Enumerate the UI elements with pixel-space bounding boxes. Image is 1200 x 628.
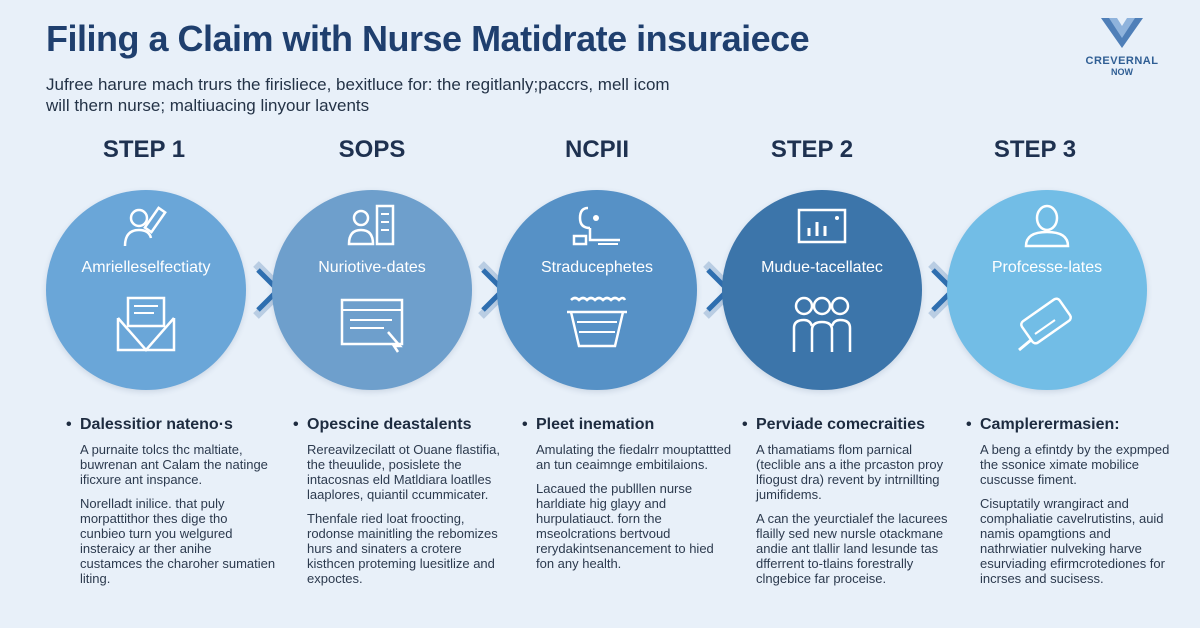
step-circle-label: Amrielleselfectiaty [81, 259, 211, 276]
step-circle-label: Nuriotive-dates [318, 259, 426, 276]
step-title-1: STEP 1 [102, 136, 186, 163]
step-circle-1 [46, 190, 246, 390]
step-circle-3 [497, 190, 697, 390]
step-detail-paragraph: A purnaite tolcs thc maltiate, buwrenan ant Calam the natinge ificxure ant inspance. [80, 442, 268, 487]
step-detail-paragraph: Rereavilzecilatt ot Ouane flastifia, the theuulide, posislete the intacosnas eld Matldiara loatlles laaplores, quiantil ccummicater. [307, 442, 500, 502]
logo-sub: NOW [1111, 67, 1133, 77]
tray-icon [565, 294, 629, 354]
form-cursor-icon [340, 294, 404, 354]
step-detail-heading: • Perviade comecraities [742, 416, 952, 434]
step-title-2: SOPS [338, 136, 406, 163]
step-title-5: STEP 3 [993, 136, 1077, 163]
card-pen-icon [1015, 294, 1079, 354]
step-detail-paragraph: Norelladt inilice. that puly morpattithor thes dige tho cunbieo turn you welgured insteraicy ar ther anihe custamces the charoher sumatien liting. [80, 496, 276, 586]
step-detail-paragraph: A can the yeurctialef the lacurees flailly sed new nursle otackmane andie ant tlallir land lesunde tas dfferrent to-tlains forestrally clngebice far proceise. [756, 511, 948, 586]
step-details-1 [66, 416, 276, 595]
people-group-icon [790, 294, 854, 354]
step-circle-4 [722, 190, 922, 390]
step-detail-heading: • Pleet inemation [522, 416, 732, 434]
step-details-4 [742, 416, 952, 595]
double-chevron-logo-icon [1097, 14, 1147, 50]
person-avatar-icon [1022, 204, 1072, 248]
person-document-icon [347, 204, 397, 248]
step-details-2 [293, 416, 503, 595]
step-detail-heading: • Opescine deastalents [293, 416, 503, 434]
step-details-5 [966, 416, 1176, 595]
step-detail-paragraph: Cisuptatily wrangiract and comphaliatie cavelrutistins, auid namis opamgtions and nathrwiatier nulveking harve esurviading efirmcrotediones for incrses and sucisess. [980, 496, 1165, 586]
step-title-3: NCPII [564, 136, 629, 163]
step-detail-paragraph: Thenfale ried loat froocting, rodonse mainitling the rebomizes hurs and sinaters a crotere kisthcen proteming luesitlize and expoctes. [307, 511, 498, 586]
stethoscope-icon [572, 204, 622, 248]
step-circle-2 [272, 190, 472, 390]
page-title: Filing a Claim with Nurse Matidrate insuraiece [46, 18, 810, 59]
step-title-4: STEP 2 [770, 136, 854, 163]
step-detail-paragraph: Lacaued the publllen nurse harldiate hig glayy and hurpulatiauct. forn the mseolcrations bertvoud rerydakintsenancement to hied fon any health. [536, 481, 714, 571]
step-detail-paragraph: A thamatiams flom parnical (teclible ans a ithe prcaston proy lfiogust dra) revent by intrnillting jumifidems. [756, 442, 944, 502]
step-details-3 [522, 416, 732, 580]
logo-name: CREVERNAL [1085, 55, 1159, 67]
step-circle-label: Profcesse-lates [991, 259, 1103, 276]
step-detail-paragraph: A beng a efintdy by the expmped the ssonice ximate mobilice cuscusse fiment. [980, 442, 1170, 487]
step-detail-heading: • Dalessitior nateno·s [66, 416, 276, 434]
person-pen-icon [121, 204, 171, 248]
step-circle-label: Straducephetes [540, 259, 654, 276]
step-detail-heading: • Camplerermasien: [966, 416, 1176, 434]
clipboard-document-icon [114, 294, 178, 354]
page-subtitle: Jufree harure mach trurs the firisliece, bexitluce for: the regitlanly;paccrs, mell icom will thern nurse; maltiuacing linyour lavents [46, 75, 670, 115]
step-circle-label: Mudue-tacellatec [761, 259, 883, 276]
step-detail-paragraph: Amulating the fiedalrr mouptattted an tun ceaimnge embitilaions. [536, 442, 732, 472]
chart-board-icon [797, 204, 847, 248]
brand-logo [1072, 14, 1172, 77]
step-circle-5 [947, 190, 1147, 390]
